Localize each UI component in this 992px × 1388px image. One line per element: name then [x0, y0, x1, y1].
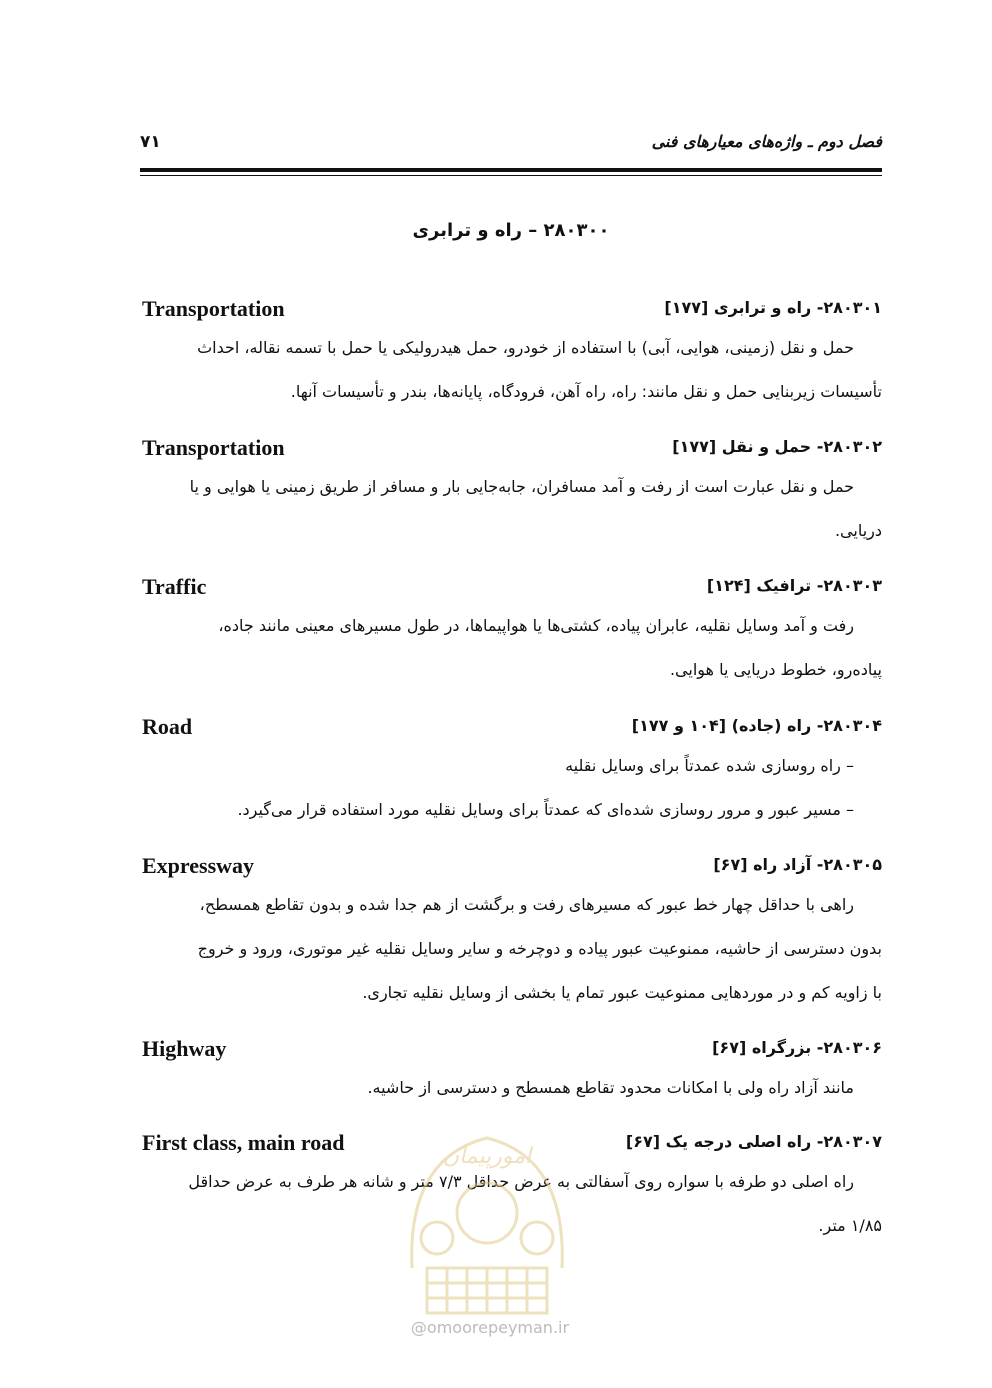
- entry-expressway: [140, 853, 882, 1015]
- entry-english-term: Transportation: [142, 435, 285, 460]
- entry-code-title: ۲۸۰۳۰۴- راه (جاده) [۱۰۴ و ۱۷۷]: [631, 716, 882, 735]
- entry-transportation-2: [140, 435, 882, 553]
- entry-text-line: حمل و نقل عبارت است از رفت و آمد مسافران، جابه‌جایی بار و مسافر از طریق زمینی یا هوایی و یا: [189, 477, 854, 496]
- entry-english-term: Road: [142, 714, 193, 739]
- entry-text-line: پیاده‌رو، خطوط دریایی یا هوایی.: [669, 660, 882, 679]
- entry-transportation-1: [140, 296, 882, 414]
- entry-traffic: [140, 574, 882, 692]
- entry-heading: [140, 853, 882, 883]
- entry-road: [140, 714, 882, 832]
- entry-heading: [140, 435, 882, 465]
- header-rule-thick: [140, 168, 882, 172]
- entry-code-title: ۲۸۰۳۰۳- ترافیک [۱۲۴]: [706, 576, 882, 595]
- entry-code-title: ۲۸۰۳۰۱- راه و ترابری [۱۷۷]: [664, 298, 882, 317]
- entry-bullet: – راه روسازی شده عمدتاً برای وسایل نقلیه: [565, 756, 854, 775]
- entry-text-line: با زاویه کم و در موردهایی ممنوعیت عبور تمام یا بخشی از وسایل نقلیه تجاری.: [362, 983, 882, 1002]
- page-number: ۷۱: [140, 132, 161, 152]
- entry-english-term: Traffic: [142, 574, 207, 599]
- entry-bullet: – مسیر عبور و مرور روسازی شده‌ای که عمدتاً برای وسایل نقلیه مورد استفاده قرار می‌گیرد.: [237, 800, 854, 819]
- entry-heading: [140, 574, 882, 604]
- entry-code-title: ۲۸۰۳۰۶- بزرگراه [۶۷]: [712, 1038, 882, 1057]
- page-header: [140, 128, 882, 162]
- entry-text-line: تأسیسات زیربنایی حمل و نقل مانند: راه، راه آهن، فرودگاه، پایانه‌ها، بندر و تأسیسات آنها.: [290, 382, 882, 401]
- entry-code-title: ۲۸۰۳۰۲- حمل و نقل [۱۷۷]: [672, 437, 882, 456]
- entry-text-line: رفت و آمد وسایل نقلیه، عابران پیاده، کشتی‌ها یا هواپیماها، در طول مسیرهای معینی مانند جاده،: [218, 616, 854, 635]
- entry-text-line: راهی با حداقل چهار خط عبور که مسیرهای رفت و برگشت از هم جدا شده و بدون تقاطع همسطح،: [199, 895, 854, 914]
- entry-heading: [140, 1036, 882, 1066]
- entry-code-title: ۲۸۰۳۰۵- آزاد راه [۶۷]: [713, 855, 882, 874]
- entry-english-term: Transportation: [142, 296, 285, 321]
- entry-english-term: Expressway: [142, 853, 255, 878]
- entry-text-line: راه اصلی دو طرفه با سواره روی آسفالتی به عرض حداقل ۷/۳ متر و شانه هر طرف به عرض حداقل: [188, 1172, 854, 1191]
- chapter-title: فصل دوم ـ واژه‌های معیارهای فنی: [651, 132, 882, 151]
- entry-text-line: حمل و نقل (زمینی، هوایی، آبی) با استفاده از خودرو، حمل هیدرولیکی یا حمل با تسمه نقاله، احداث: [197, 338, 854, 357]
- section-title: ۲۸۰۳۰۰ – راه و ترابری: [412, 220, 610, 241]
- entry-heading: [140, 714, 882, 744]
- watermark-logo-text: امورپیمان: [442, 1144, 532, 1169]
- header-rule-thin: [140, 175, 882, 176]
- entry-english-term: Highway: [142, 1036, 227, 1061]
- entry-english-term: First class, main road: [142, 1130, 345, 1155]
- entry-text-line: بدون دسترسی از حاشیه، ممنوعیت عبور پیاده و دوچرخه و سایر وسایل نقلیه غیر موتوری، ورود و خروج: [197, 939, 882, 958]
- watermark-logo-icon: [392, 1118, 582, 1318]
- entry-text-line: دریایی.: [834, 521, 882, 540]
- entry-highway: [140, 1036, 882, 1110]
- watermark-text: @omoorepeyman.ir: [410, 1318, 570, 1337]
- entry-text-line: ۱/۸۵ متر.: [818, 1216, 882, 1235]
- entry-heading: [140, 296, 882, 326]
- entry-code-title: ۲۸۰۳۰۷- راه اصلی درجه یک [۶۷]: [625, 1132, 882, 1151]
- entry-text-line: مانند آزاد راه ولی با امکانات محدود تقاطع همسطح و دسترسی از حاشیه.: [367, 1078, 854, 1097]
